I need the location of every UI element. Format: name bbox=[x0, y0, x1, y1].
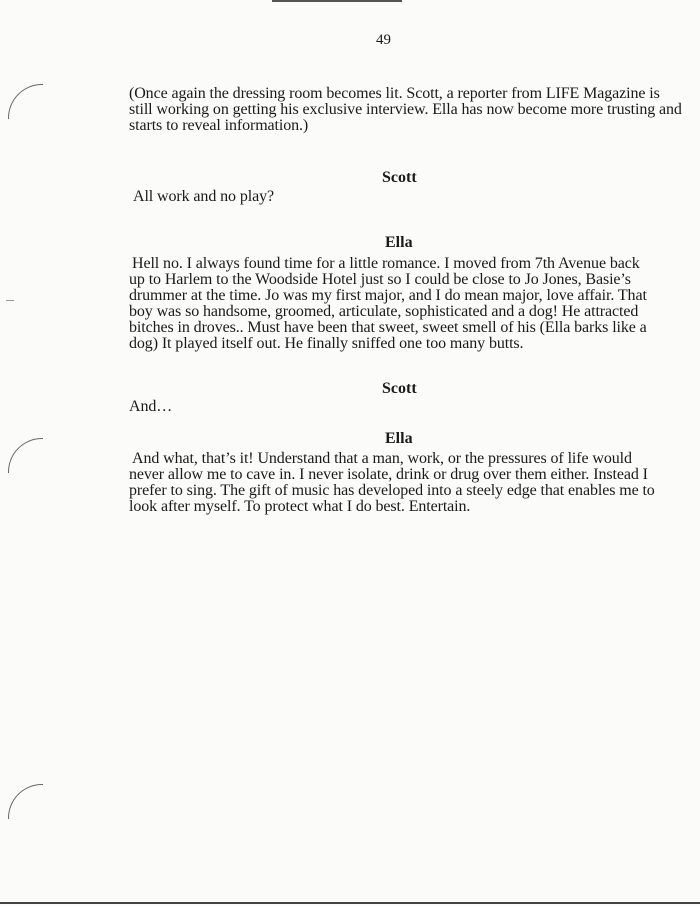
binder-hole-mark bbox=[8, 784, 43, 819]
text-line: never allow me to cave in. I never isolate, drink or drug over them either. Instead I bbox=[129, 466, 648, 483]
text-line: dog) It played itself out. He finally sniffed one too many butts. bbox=[129, 335, 524, 352]
dialogue bbox=[129, 399, 172, 415]
text-line: Hell no. I always found time for a little romance. I moved from 7th Avenue back bbox=[132, 255, 640, 272]
text-line: drummer at the time. Jo was my first major, and I do mean major, love affair. That bbox=[129, 287, 647, 304]
margin-mark bbox=[6, 300, 14, 301]
dialogue bbox=[129, 451, 655, 515]
text-line: And what, that’s it! Understand that a man, work, or the pressures of life would bbox=[132, 450, 632, 467]
speaker-name: Scott bbox=[382, 169, 417, 186]
text-line: (Once again the dressing room becomes lit. Scott, a reporter from LIFE Magazine is bbox=[129, 85, 660, 102]
text-line: starts to reveal information.) bbox=[129, 117, 309, 134]
page-number: 49 bbox=[376, 32, 391, 48]
speaker-name: Ella bbox=[385, 430, 413, 447]
text-line: look after myself. To protect what I do best. Entertain. bbox=[129, 498, 471, 515]
stage-direction bbox=[129, 86, 682, 134]
speaker-name: Scott bbox=[382, 380, 417, 397]
text-line: And… bbox=[129, 398, 173, 415]
top-edge-rule bbox=[272, 0, 402, 2]
speaker-name: Ella bbox=[385, 234, 413, 251]
text-line: bitches in droves.. Must have been that sweet, sweet smell of his (Ella barks like a bbox=[129, 319, 647, 336]
text-line: still working on getting his exclusive interview. Ella has now become more trusting and bbox=[129, 101, 682, 118]
bottom-edge-rule bbox=[0, 902, 700, 904]
text-line: up to Harlem to the Woodside Hotel just so I could be close to Jo Jones, Basie’s bbox=[129, 271, 631, 288]
dialogue bbox=[129, 256, 647, 352]
text-line: prefer to sing. The gift of music has developed into a steely edge that enables me to bbox=[129, 482, 655, 499]
binder-hole-mark bbox=[8, 84, 43, 119]
binder-hole-mark bbox=[8, 438, 43, 473]
text-line: boy was so handsome, groomed, articulate, sophisticated and a dog! He attracted bbox=[129, 303, 639, 320]
dialogue bbox=[133, 189, 274, 205]
text-line: All work and no play? bbox=[133, 188, 274, 205]
